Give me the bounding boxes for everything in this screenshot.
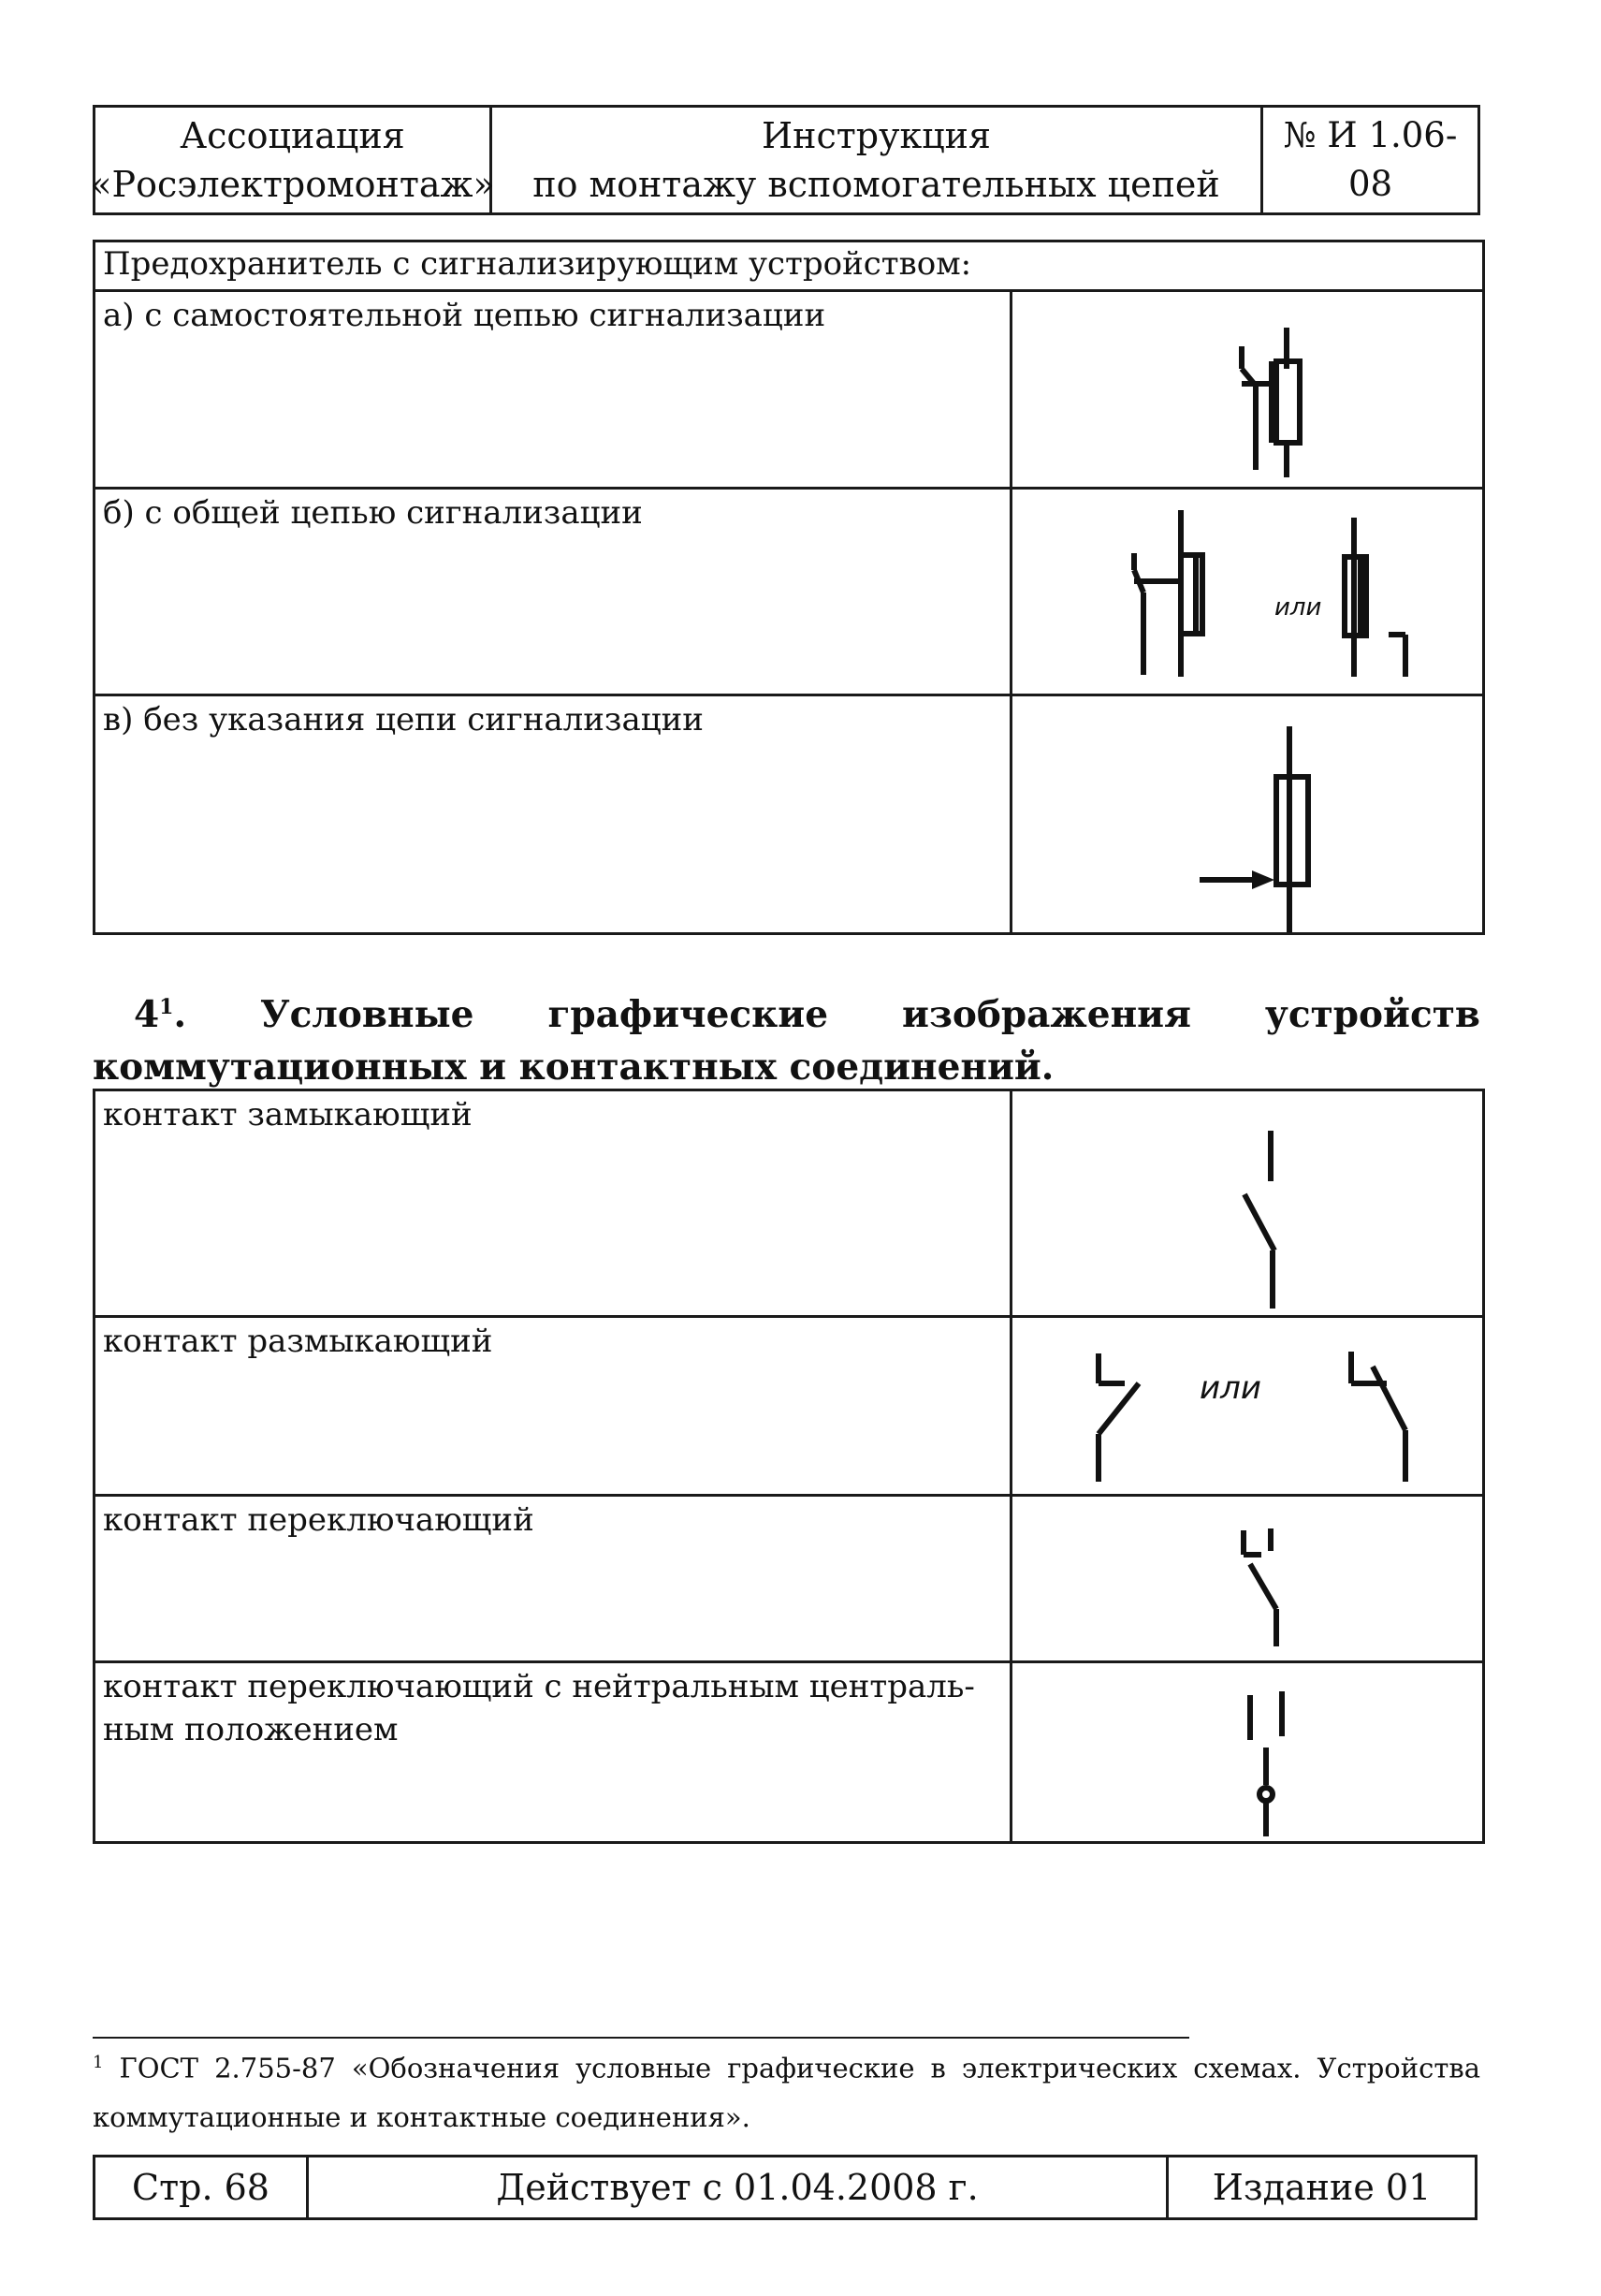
organization-line-2: «Росэлектромонтаж» <box>90 164 495 205</box>
make-contact-icon <box>1012 1091 1485 1318</box>
fuse-row-c-label-cell <box>95 695 1012 934</box>
fuse-symbols-table <box>93 240 1485 935</box>
fuse-row-c-label: в) без указания цепи сигнализации <box>103 701 704 739</box>
organization-cell <box>90 108 495 212</box>
document-title-line-1: Инструкция <box>762 115 991 156</box>
document-title-cell <box>492 108 1263 212</box>
fuse-row-a-label: а) с самостоятельной цепью сигнализации <box>103 297 826 334</box>
document-number: № И 1.06-08 <box>1283 115 1458 204</box>
fuse-row-b-label: б) с общей цепью сигнализации <box>103 494 643 532</box>
page-number: Стр. 68 <box>95 2157 309 2217</box>
edition: Издание 01 <box>1212 2167 1432 2208</box>
fuse-unspecified-signal-circuit-icon <box>1012 696 1485 935</box>
document-title-line-2: по монтажу вспомогательных цепей <box>532 164 1220 205</box>
break-contact-icon <box>1012 1318 1485 1497</box>
contact-break-label: контакт размыкающий <box>103 1323 493 1360</box>
footnote-mark: 1 <box>93 2053 104 2072</box>
organization-line-1: Ассоциация <box>180 115 405 156</box>
fuse-row-b-label-cell <box>95 489 1012 695</box>
fuse-table-title: Предохранитель с сигнализирующим устройством: <box>103 245 972 283</box>
fuse-or-text: или <box>1274 593 1322 622</box>
fuse-common-signal-circuit-icon <box>1012 490 1485 696</box>
contact-row-1-label-cell <box>95 1090 1012 1317</box>
contact-row-2-symbol-cell <box>1012 1317 1484 1496</box>
fuse-row-a-label-cell <box>95 291 1012 489</box>
changeover-neutral-contact-icon <box>1012 1663 1485 1844</box>
section-heading <box>93 981 1480 1093</box>
fuse-row-c-symbol-cell <box>1012 695 1484 934</box>
fuse-self-signal-circuit-icon <box>1012 292 1485 490</box>
document-header <box>90 105 1480 215</box>
contact-row-1-symbol-cell <box>1012 1090 1484 1317</box>
contact-changeover-label: контакт переключающий <box>103 1501 534 1539</box>
changeover-contact-icon <box>1012 1497 1485 1663</box>
break-contact-or-text: или <box>1200 1369 1261 1407</box>
document-footer <box>93 2155 1477 2220</box>
contact-symbols-table <box>93 1089 1485 1844</box>
section-footnote-mark: 1 <box>159 995 174 1019</box>
effective-date: Действует с 01.04.2008 г. <box>309 2157 1169 2217</box>
contact-row-2-label-cell <box>95 1317 1012 1496</box>
footnote <box>93 2039 1480 2142</box>
contact-changeover-neutral-label: контакт переключающий с нейтральным централь-ным положением <box>103 1668 975 1748</box>
contact-row-3-symbol-cell <box>1012 1496 1484 1662</box>
fuse-table-title-cell <box>95 241 1484 291</box>
contact-row-3-label-cell <box>95 1496 1012 1662</box>
fuse-row-b-symbol-cell <box>1012 489 1484 695</box>
footnote-text: ГОСТ 2.755-87 «Обозначения условные графические в электрических схемах. Устройства коммутационные и контактные соединения». <box>93 2052 1480 2133</box>
contact-row-4-symbol-cell <box>1012 1662 1484 1843</box>
contact-row-4-label-cell <box>95 1662 1012 1843</box>
contact-make-label: контакт замыкающий <box>103 1096 473 1133</box>
section-number: 4 <box>134 993 160 1036</box>
fuse-row-a-symbol-cell <box>1012 291 1484 489</box>
section-title: . Условные графические изображения устройств коммутационных и контактных соединений. <box>93 993 1480 1089</box>
